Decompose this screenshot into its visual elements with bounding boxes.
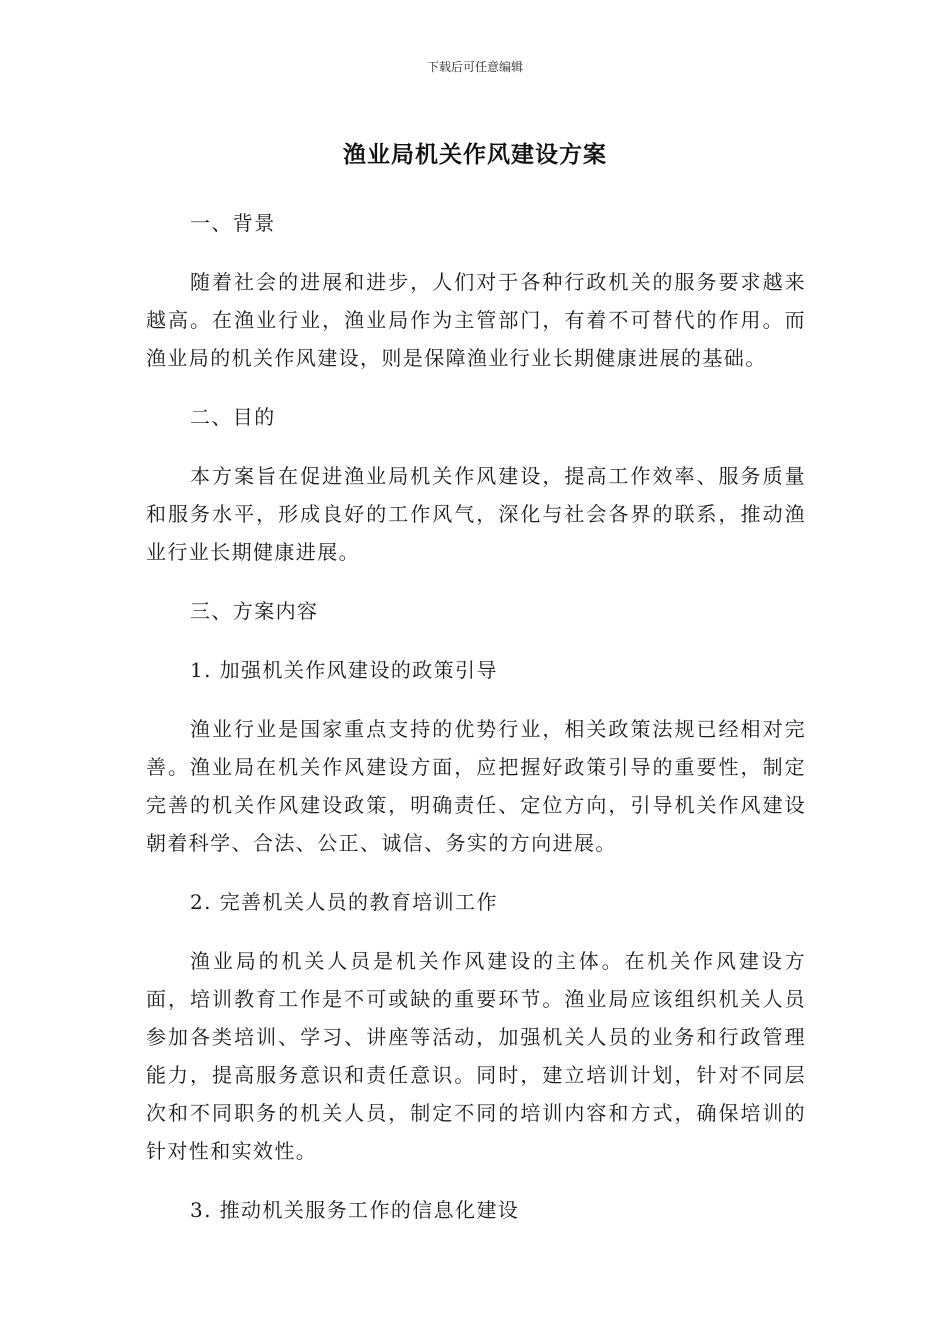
section-heading-purpose: 二、目的 bbox=[190, 405, 276, 429]
section-heading-content: 三、方案内容 bbox=[190, 599, 319, 623]
document-title: 渔业局机关作风建设方案 bbox=[343, 142, 607, 168]
header-note: 下载后可任意编辑 bbox=[426, 60, 523, 74]
item-heading-2: 2. 完善机关人员的教育培训工作 bbox=[190, 890, 498, 914]
section-heading-background: 一、背景 bbox=[190, 211, 276, 235]
item-heading-1: 1. 加强机关作风建设的政策引导 bbox=[190, 658, 498, 682]
paragraph-background: 随着社会的进展和进步，人们对于各种行政机关的服务要求越来越高。在渔业行业，渔业局作为主管部门，有着不可替代的作用。而渔业局的机关作风建设，则是保障渔业行业长期健康进展的基础。 bbox=[146, 270, 806, 370]
paragraph-item-1: 渔业行业是国家重点支持的优势行业，相关政策法规已经相对完善。渔业局在机关作风建设方面，应把握好政策引导的重要性，制定完善的机关作风建设政策，明确责任、定位方向，引导机关作风建设朝着科学、合法、公正、诚信、务实的方向进展。 bbox=[146, 717, 806, 855]
paragraph-purpose: 本方案旨在促进渔业局机关作风建设，提高工作效率、服务质量和服务水平，形成良好的工作风气，深化与社会各界的联系，推动渔业行业长期健康进展。 bbox=[146, 464, 806, 564]
document-body bbox=[146, 204, 806, 1250]
item-heading-3: 3. 推动机关服务工作的信息化建设 bbox=[190, 1198, 520, 1222]
paragraph-item-2: 渔业局的机关人员是机关作风建设的主体。在机关作风建设方面，培训教育工作是不可或缺的重要环节。渔业局应该组织机关人员参加各类培训、学习、讲座等活动，加强机关人员的业务和行政管理能力，提高服务意识和责任意识。同时，建立培训计划，针对不同层次和不同职务的机关人员，制定不同的培训内容和方式，确保培训的针对性和实效性。 bbox=[146, 949, 806, 1163]
